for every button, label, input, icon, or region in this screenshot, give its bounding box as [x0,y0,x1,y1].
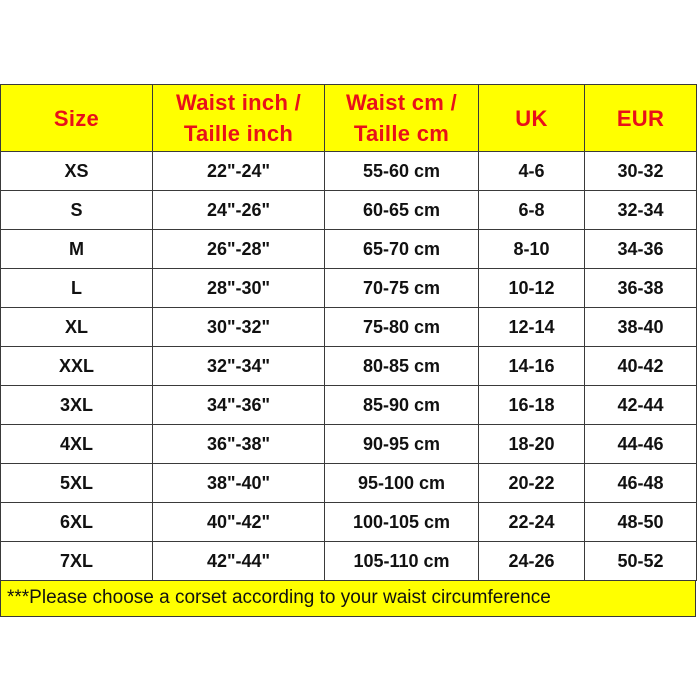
header-line: Taille cm [353,121,450,146]
eur-cell: 38-40 [585,308,697,347]
table-row [1,386,697,425]
size-table [0,84,697,581]
header-line: Waist inch / [175,90,302,115]
table-row [1,269,697,308]
waist-cm-cell: 75-80 cm [325,308,479,347]
waist-inch-cell: 26"-28" [153,230,325,269]
size-cell: XL [1,308,153,347]
uk-cell: 24-26 [479,542,585,581]
size-cell: S [1,191,153,230]
size-cell: 3XL [1,386,153,425]
header-waist-inch [153,85,325,152]
eur-cell: 46-48 [585,464,697,503]
table-row [1,308,697,347]
waist-cm-cell: 90-95 cm [325,425,479,464]
size-cell: M [1,230,153,269]
uk-cell: 16-18 [479,386,585,425]
header-line: Taille inch [183,121,294,146]
size-cell: 6XL [1,503,153,542]
header-line: EUR [616,105,665,131]
waist-cm-cell: 70-75 cm [325,269,479,308]
table-row [1,464,697,503]
waist-note: ***Please choose a corset according to your waist circumference [0,581,696,617]
eur-cell: 36-38 [585,269,697,308]
table-row [1,191,697,230]
waist-cm-cell: 95-100 cm [325,464,479,503]
eur-cell: 44-46 [585,425,697,464]
size-cell: XXL [1,347,153,386]
table-row [1,503,697,542]
eur-cell: 42-44 [585,386,697,425]
header-size [1,85,153,152]
header-line: Waist cm / [346,90,457,115]
uk-cell: 22-24 [479,503,585,542]
waist-cm-cell: 100-105 cm [325,503,479,542]
waist-inch-cell: 36"-38" [153,425,325,464]
uk-cell: 18-20 [479,425,585,464]
size-cell: L [1,269,153,308]
size-cell: XS [1,152,153,191]
waist-cm-cell: 105-110 cm [325,542,479,581]
table-row [1,542,697,581]
uk-cell: 20-22 [479,464,585,503]
waist-inch-cell: 40"-42" [153,503,325,542]
table-row [1,230,697,269]
eur-cell: 50-52 [585,542,697,581]
waist-inch-cell: 30"-32" [153,308,325,347]
uk-cell: 10-12 [479,269,585,308]
waist-inch-cell: 28"-30" [153,269,325,308]
header-line: UK [515,105,548,131]
waist-inch-cell: 38"-40" [153,464,325,503]
header-uk [479,85,585,152]
waist-cm-cell: 60-65 cm [325,191,479,230]
waist-inch-cell: 22"-24" [153,152,325,191]
size-cell: 5XL [1,464,153,503]
header-row [1,85,697,152]
waist-inch-cell: 32"-34" [153,347,325,386]
waist-inch-cell: 42"-44" [153,542,325,581]
waist-cm-cell: 85-90 cm [325,386,479,425]
eur-cell: 32-34 [585,191,697,230]
table-body [1,152,697,581]
size-cell: 4XL [1,425,153,464]
table-row [1,152,697,191]
uk-cell: 8-10 [479,230,585,269]
header-eur [585,85,697,152]
eur-cell: 34-36 [585,230,697,269]
header-line: Size [53,105,100,131]
uk-cell: 4-6 [479,152,585,191]
uk-cell: 6-8 [479,191,585,230]
waist-cm-cell: 80-85 cm [325,347,479,386]
table-row [1,347,697,386]
header-waist-cm [325,85,479,152]
table-row [1,425,697,464]
eur-cell: 40-42 [585,347,697,386]
waist-inch-cell: 24"-26" [153,191,325,230]
eur-cell: 30-32 [585,152,697,191]
waist-cm-cell: 65-70 cm [325,230,479,269]
uk-cell: 12-14 [479,308,585,347]
eur-cell: 48-50 [585,503,697,542]
waist-cm-cell: 55-60 cm [325,152,479,191]
waist-inch-cell: 34"-36" [153,386,325,425]
size-chart [0,84,698,617]
uk-cell: 14-16 [479,347,585,386]
size-cell: 7XL [1,542,153,581]
